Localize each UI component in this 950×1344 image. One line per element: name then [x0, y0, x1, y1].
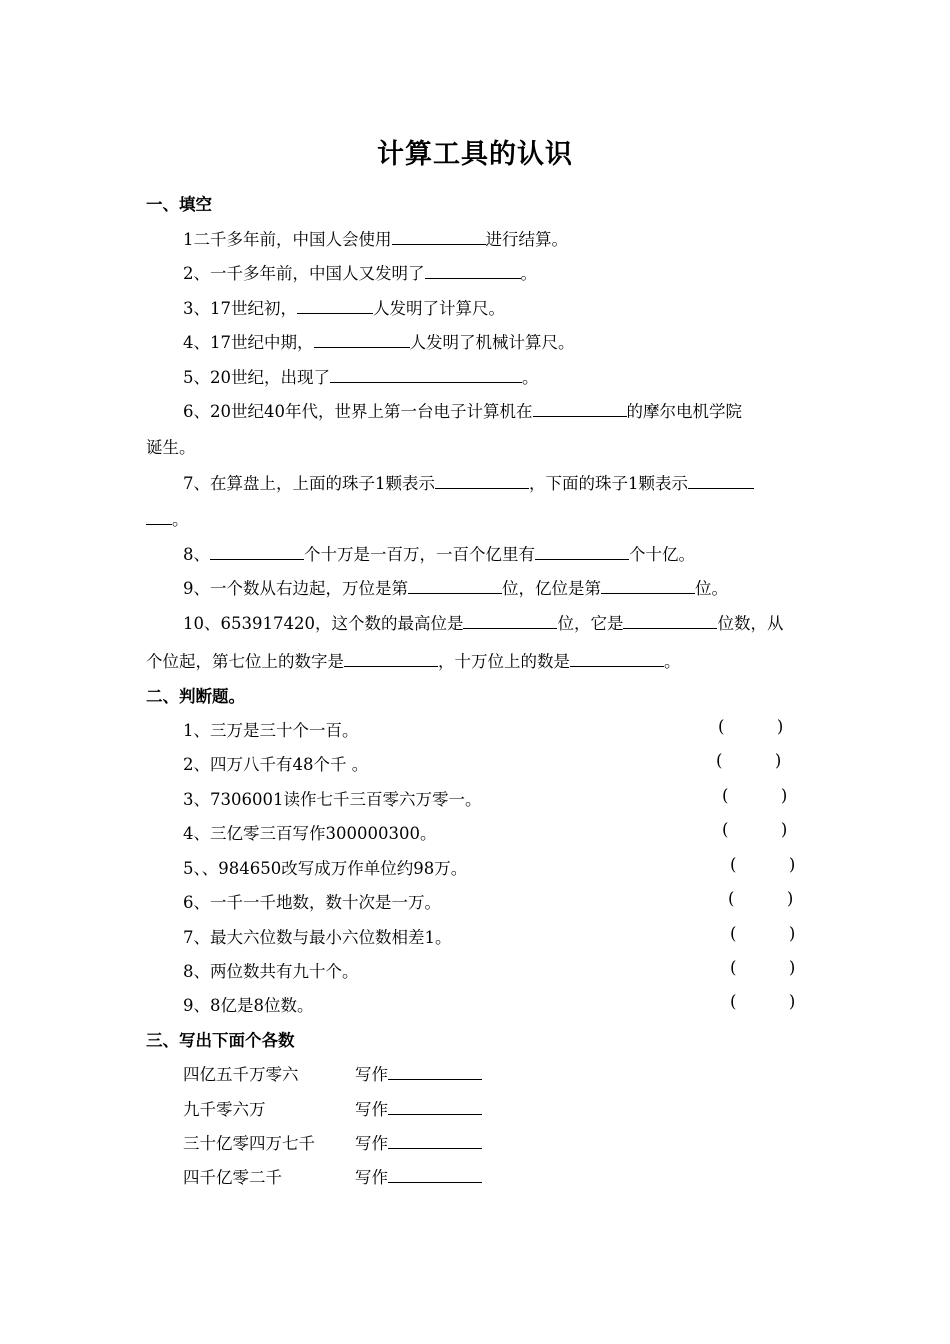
answer-blank[interactable]: [570, 650, 664, 667]
judgement-item: 4、三亿零三百写作300000300。: [183, 824, 437, 843]
question-1: 1二千多年前，中国人会使用 进行结算。: [183, 230, 568, 249]
question-10: 10、653917420，这个数的最高位是 位，它是 位数，从: [183, 614, 784, 633]
answer-blank[interactable]: [146, 508, 172, 525]
answer-blank[interactable]: [601, 577, 695, 594]
judgement-item: 5、、984650改写成万作单位约98万。: [183, 859, 468, 878]
answer-blank[interactable]: [210, 543, 304, 560]
question-7-continued: 。: [146, 506, 189, 530]
number-word-item: 九千零六万: [183, 1100, 266, 1119]
answer-blank[interactable]: [388, 1166, 482, 1183]
answer-blank[interactable]: [314, 331, 410, 348]
answer-blank[interactable]: [688, 472, 754, 489]
answer-blank[interactable]: [463, 612, 557, 629]
judgement-item: 9、8亿是8位数。: [183, 996, 314, 1015]
judgement-item: 7、最大六位数与最小六位数相差1。: [183, 928, 452, 947]
question-9: 9、一个数从右边起，万位是第 位，亿位是第 位。: [183, 579, 728, 598]
number-word-item: 三十亿零四万七千: [183, 1134, 315, 1153]
write-answer: 写作: [355, 1096, 482, 1120]
question-5: 5、20世纪，出现了 。: [183, 368, 539, 387]
section-heading-fill-blank: 一、填空: [146, 195, 212, 214]
question-3: 3、17世纪初， 人发明了计算尺。: [183, 299, 505, 318]
question-6-continued: 诞生。: [146, 438, 196, 457]
page-title: 计算工具的认识: [377, 139, 573, 170]
answer-bracket[interactable]: ( ): [722, 786, 788, 805]
answer-bracket[interactable]: ( ): [730, 855, 796, 874]
answer-blank[interactable]: [435, 472, 529, 489]
answer-blank[interactable]: [388, 1063, 482, 1080]
judgement-item: 8、两位数共有九十个。: [183, 962, 359, 981]
question-4: 4、17世纪中期， 人发明了机械计算尺。: [183, 333, 575, 352]
question-2: 2、一千多年前，中国人又发明了 。: [183, 264, 537, 283]
section-heading-write-numbers: 三、写出下面个各数: [146, 1031, 295, 1050]
answer-bracket[interactable]: ( ): [722, 820, 788, 839]
answer-blank[interactable]: [533, 400, 627, 417]
answer-blank[interactable]: [388, 1132, 482, 1149]
answer-bracket[interactable]: ( ): [730, 924, 796, 943]
question-6: 6、20世纪40年代，世界上第一台电子计算机在 的摩尔电机学院: [183, 402, 742, 421]
question-7: 7、在算盘上，上面的珠子1颗表示 ，下面的珠子1颗表示: [183, 470, 754, 494]
write-answer: 写作: [355, 1061, 482, 1085]
answer-blank[interactable]: [535, 543, 629, 560]
answer-bracket[interactable]: ( ): [730, 992, 796, 1011]
answer-blank[interactable]: [425, 262, 521, 279]
judgement-item: 2、四万八千有48个千 。: [183, 755, 369, 774]
question-10-continued: 个位起，第七位上的数字是 ，十万位上的数是 。: [146, 652, 681, 671]
answer-blank[interactable]: [344, 650, 438, 667]
answer-blank[interactable]: [392, 228, 486, 245]
answer-blank[interactable]: [623, 612, 717, 629]
answer-bracket[interactable]: ( ): [730, 958, 796, 977]
answer-blank[interactable]: [408, 577, 502, 594]
write-answer: 写作: [355, 1164, 482, 1188]
answer-bracket[interactable]: ( ): [716, 751, 782, 770]
answer-bracket[interactable]: ( ): [728, 889, 794, 908]
section-heading-true-false: 二、判断题。: [146, 687, 245, 706]
answer-blank[interactable]: [388, 1098, 482, 1115]
answer-blank[interactable]: [297, 297, 373, 314]
write-answer: 写作: [355, 1130, 482, 1154]
answer-bracket[interactable]: ( ): [718, 717, 784, 736]
judgement-item: 3、7306001读作七千三百零六万零一。: [183, 790, 482, 809]
number-word-item: 四亿五千万零六: [183, 1065, 299, 1084]
number-word-item: 四千亿零二千: [183, 1168, 282, 1187]
judgement-item: 1、三万是三十个一百。: [183, 721, 359, 740]
answer-blank[interactable]: [330, 366, 522, 383]
judgement-item: 6、一千一千地数，数十次是一万。: [183, 893, 441, 912]
question-8: 8、 个十万是一百万，一百个亿里有 个十亿。: [183, 545, 695, 564]
